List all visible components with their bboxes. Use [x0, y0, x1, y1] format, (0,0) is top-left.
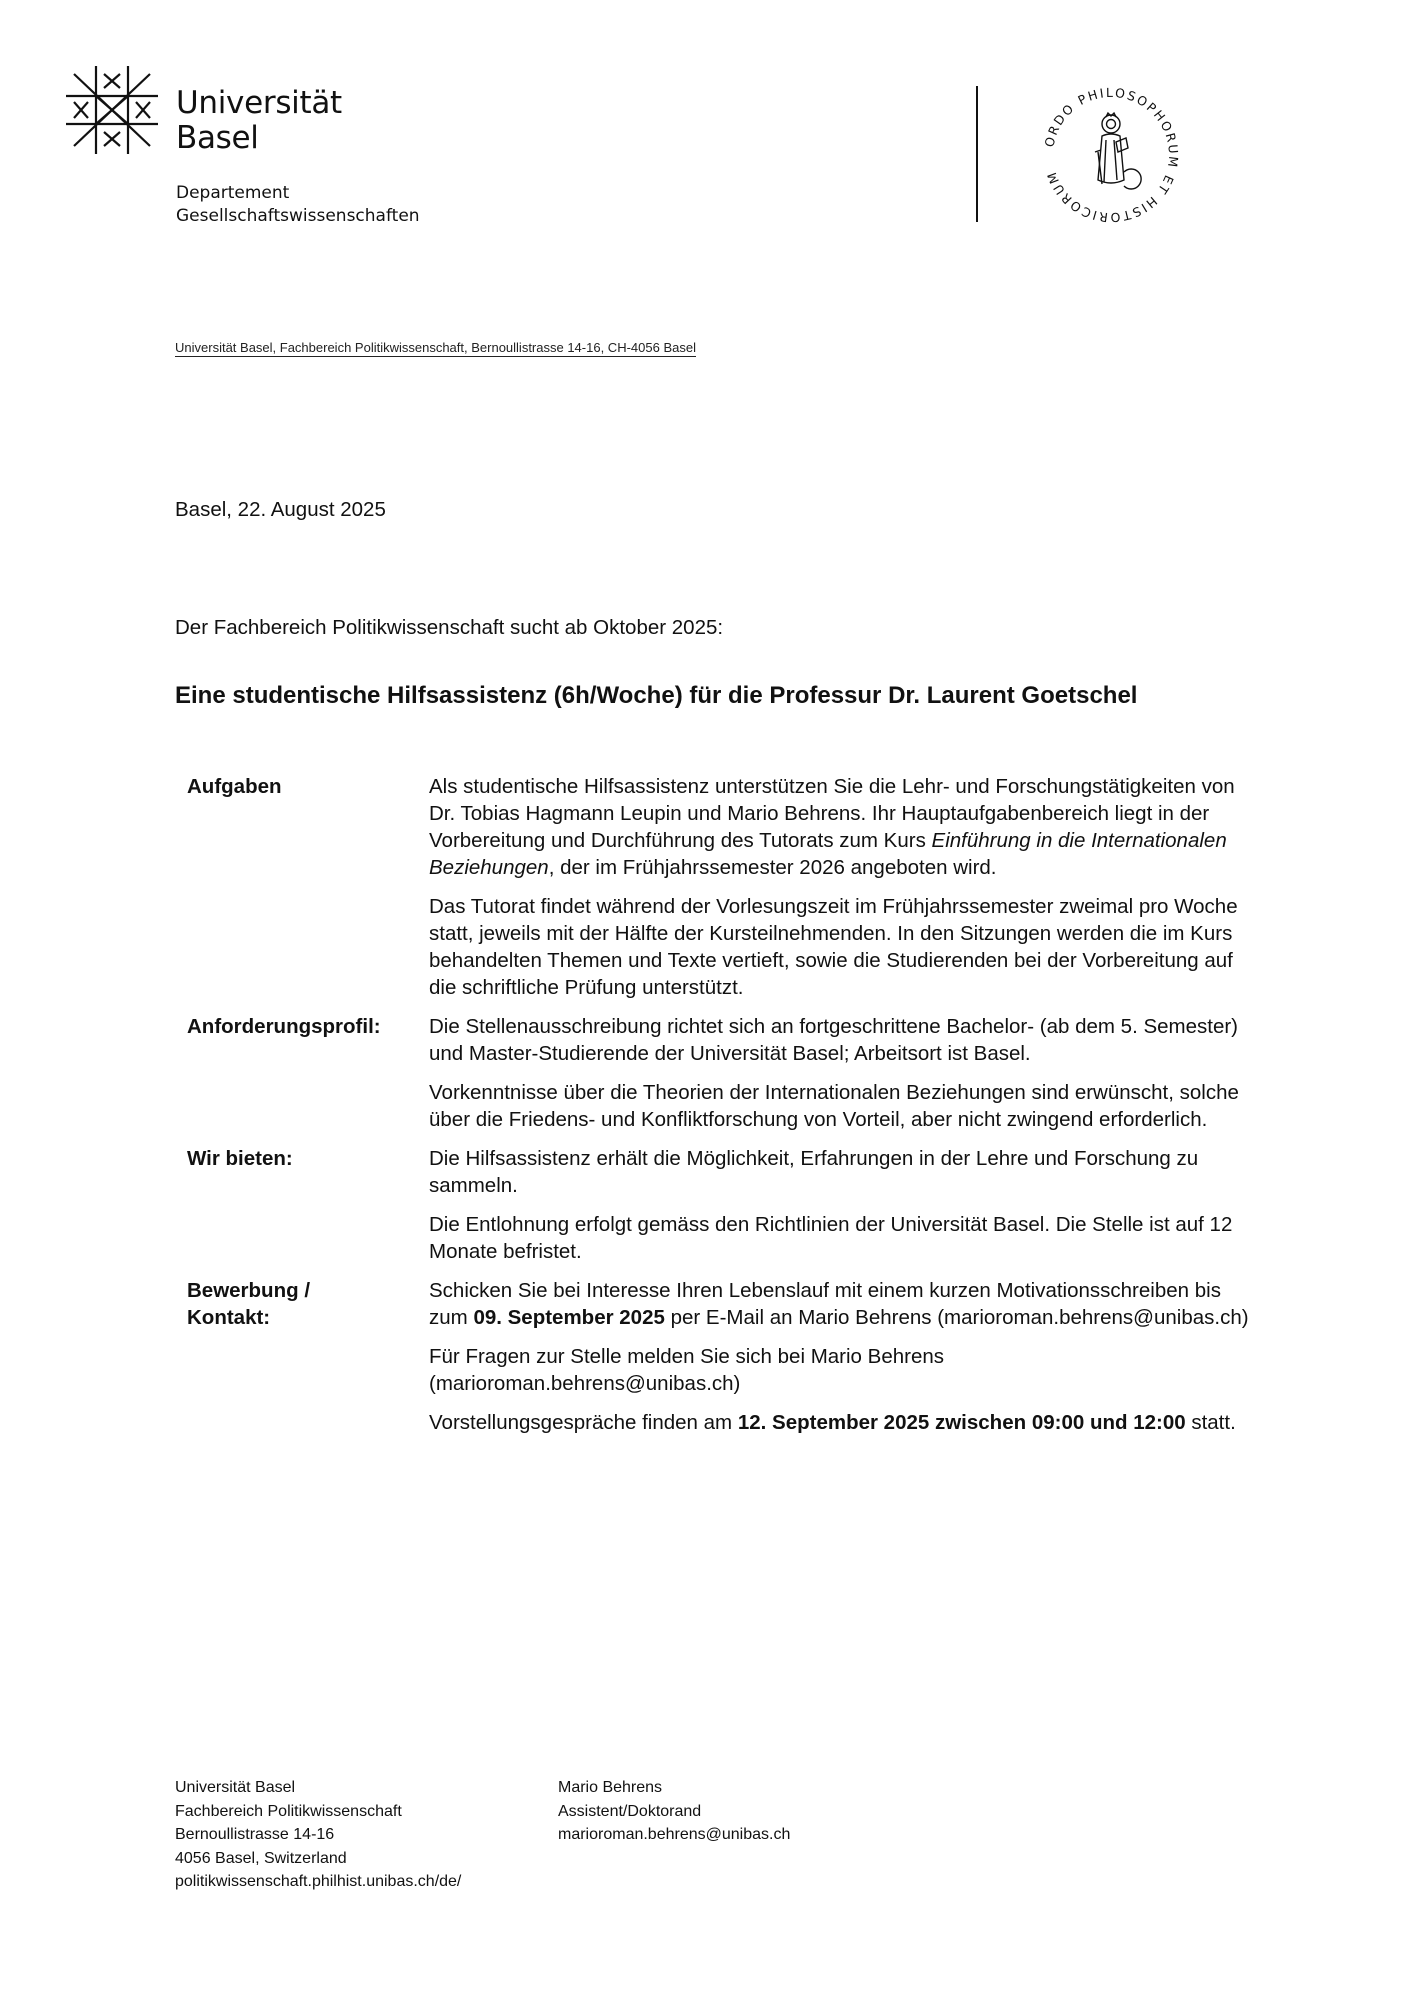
paragraph: Die Hilfsassistenz erhält die Möglichkeit, Erfahrungen in der Lehre und Forschung zu sammeln. — [429, 1147, 1199, 1197]
letter-date: Basel, 22. August 2025 — [175, 498, 386, 521]
section-content — [429, 773, 1255, 1013]
paragraph: Das Tutorat findet während der Vorlesungszeit im Frühjahrssemester zweimal pro Woche statt, jeweils mit der Hälfte der Kursteilnehmenden. In den Sitzungen werden die im Kurs behandelten Themen und Texte vertieft, sowie die Studierenden bei der Vorbereitung auf die schriftliche Prüfung unterstützt. — [429, 895, 1238, 999]
footer-address — [175, 1776, 461, 1894]
logo-wordmark-line1: Universität — [176, 85, 342, 121]
job-title: Eine studentische Hilfsassistenz (6h/Woche) für die Professur Dr. Laurent Goetschel — [175, 682, 1138, 709]
section-label — [175, 1277, 429, 1448]
paragraph: Die Stellenausschreibung richtet sich an fortgeschrittene Bachelor- (ab dem 5. Semester) und Master-Studierende der Universität Basel; Arbeitsort ist Basel. — [429, 1015, 1239, 1065]
logo-wordmark-line2: Basel — [176, 120, 259, 156]
footer-contact — [558, 1776, 790, 1847]
sender-address-line: Universität Basel, Fachbereich Politikwissenschaft, Bernoullistrasse 14-16, CH-4056 Basel — [175, 340, 696, 355]
ordo-philosophorum-seal-icon — [1036, 80, 1186, 230]
interview-date: 12. September 2025 zwischen 09:00 und 12:00 — [737, 1411, 1186, 1434]
footer-line: Universität Basel — [175, 1779, 296, 1796]
intro-text: Der Fachbereich Politikwissenschaft sucht ab Oktober 2025: — [175, 616, 724, 639]
text: Als studentische Hilfsassistenz unterstützen Sie die Lehr- und Forschungstätigkeiten von Dr. Tobias Hagmann Leupin und Mario Behrens. Ihr Hauptaufgabenbereich liegt in der Vorbereitung und Durchführung des Tutorats zum Kurs — [429, 775, 1235, 852]
section-label: Wir bieten: — [187, 1147, 293, 1170]
footer-line: Bernoullistrasse 14-16 — [175, 1826, 335, 1843]
footer-line: Assistent/Doktorand — [558, 1802, 702, 1820]
seal-inscription: ORDO PHILOSOPHORUM ET HISTORICORUM — [1041, 84, 1182, 226]
footer-line: Fachbereich Politikwissenschaft — [175, 1802, 402, 1820]
paragraph — [429, 1409, 1255, 1436]
text: statt. — [1185, 1411, 1236, 1434]
section-tasks — [175, 773, 1255, 1013]
footer-email-link[interactable]: marioroman.behrens@unibas.ch — [558, 1826, 791, 1843]
footer-line: Mario Behrens — [558, 1779, 663, 1796]
footer-website-link[interactable]: politikwissenschaft.philhist.unibas.ch/de/ — [175, 1873, 462, 1890]
unibas-star-logo-icon — [66, 66, 158, 154]
section-content — [429, 1277, 1255, 1448]
department-label: Departement — [176, 183, 290, 203]
section-application — [175, 1277, 1255, 1448]
paragraph: Die Entlohnung erfolgt gemäss den Richtlinien der Universität Basel. Die Stelle ist auf 12 Monate befristet. — [429, 1213, 1233, 1263]
section-label-line: Kontakt: — [187, 1306, 271, 1329]
section-label: Anforderungsprofil: — [187, 1015, 381, 1038]
section-content — [429, 1013, 1255, 1145]
paragraph: Für Fragen zur Stelle melden Sie sich bei Mario Behrens (marioroman.behrens@unibas.ch) — [429, 1345, 945, 1395]
text: Vorstellungsgespräche finden am — [429, 1411, 738, 1434]
svg-text:ORDO PHILOSOPHORUM ET HISTORIC — [1041, 85, 1181, 225]
section-label: Aufgaben — [187, 775, 282, 798]
job-details-table — [175, 773, 1255, 1448]
text: Schicken Sie bei Interesse Ihren Lebenslauf mit einem kurzen Motivationsschreiben bis zum — [429, 1279, 1221, 1329]
section-offer — [175, 1145, 1255, 1277]
text: , der im Frühjahrssemester 2026 angeboten wird. — [548, 856, 997, 879]
deadline: 09. September 2025 — [473, 1306, 665, 1329]
header-divider — [976, 86, 978, 222]
course-title: Einführung in die Internationalen Beziehungen — [429, 829, 1227, 879]
section-requirements — [175, 1013, 1255, 1145]
section-content — [429, 1145, 1255, 1277]
footer-line: 4056 Basel, Switzerland — [175, 1849, 347, 1867]
paragraph — [429, 1277, 1255, 1331]
paragraph: Vorkenntnisse über die Theorien der Internationalen Beziehungen sind erwünscht, solche über die Friedens- und Konfliktforschung von Vorteil, aber nicht zwingend erforderlich. — [429, 1081, 1239, 1131]
paragraph — [429, 773, 1255, 881]
text: per E-Mail an Mario Behrens (marioroman.behrens@unibas.ch) — [664, 1306, 1249, 1329]
department-name: Gesellschaftswissenschaften — [176, 206, 420, 226]
section-label-line: Bewerbung / — [187, 1279, 311, 1302]
